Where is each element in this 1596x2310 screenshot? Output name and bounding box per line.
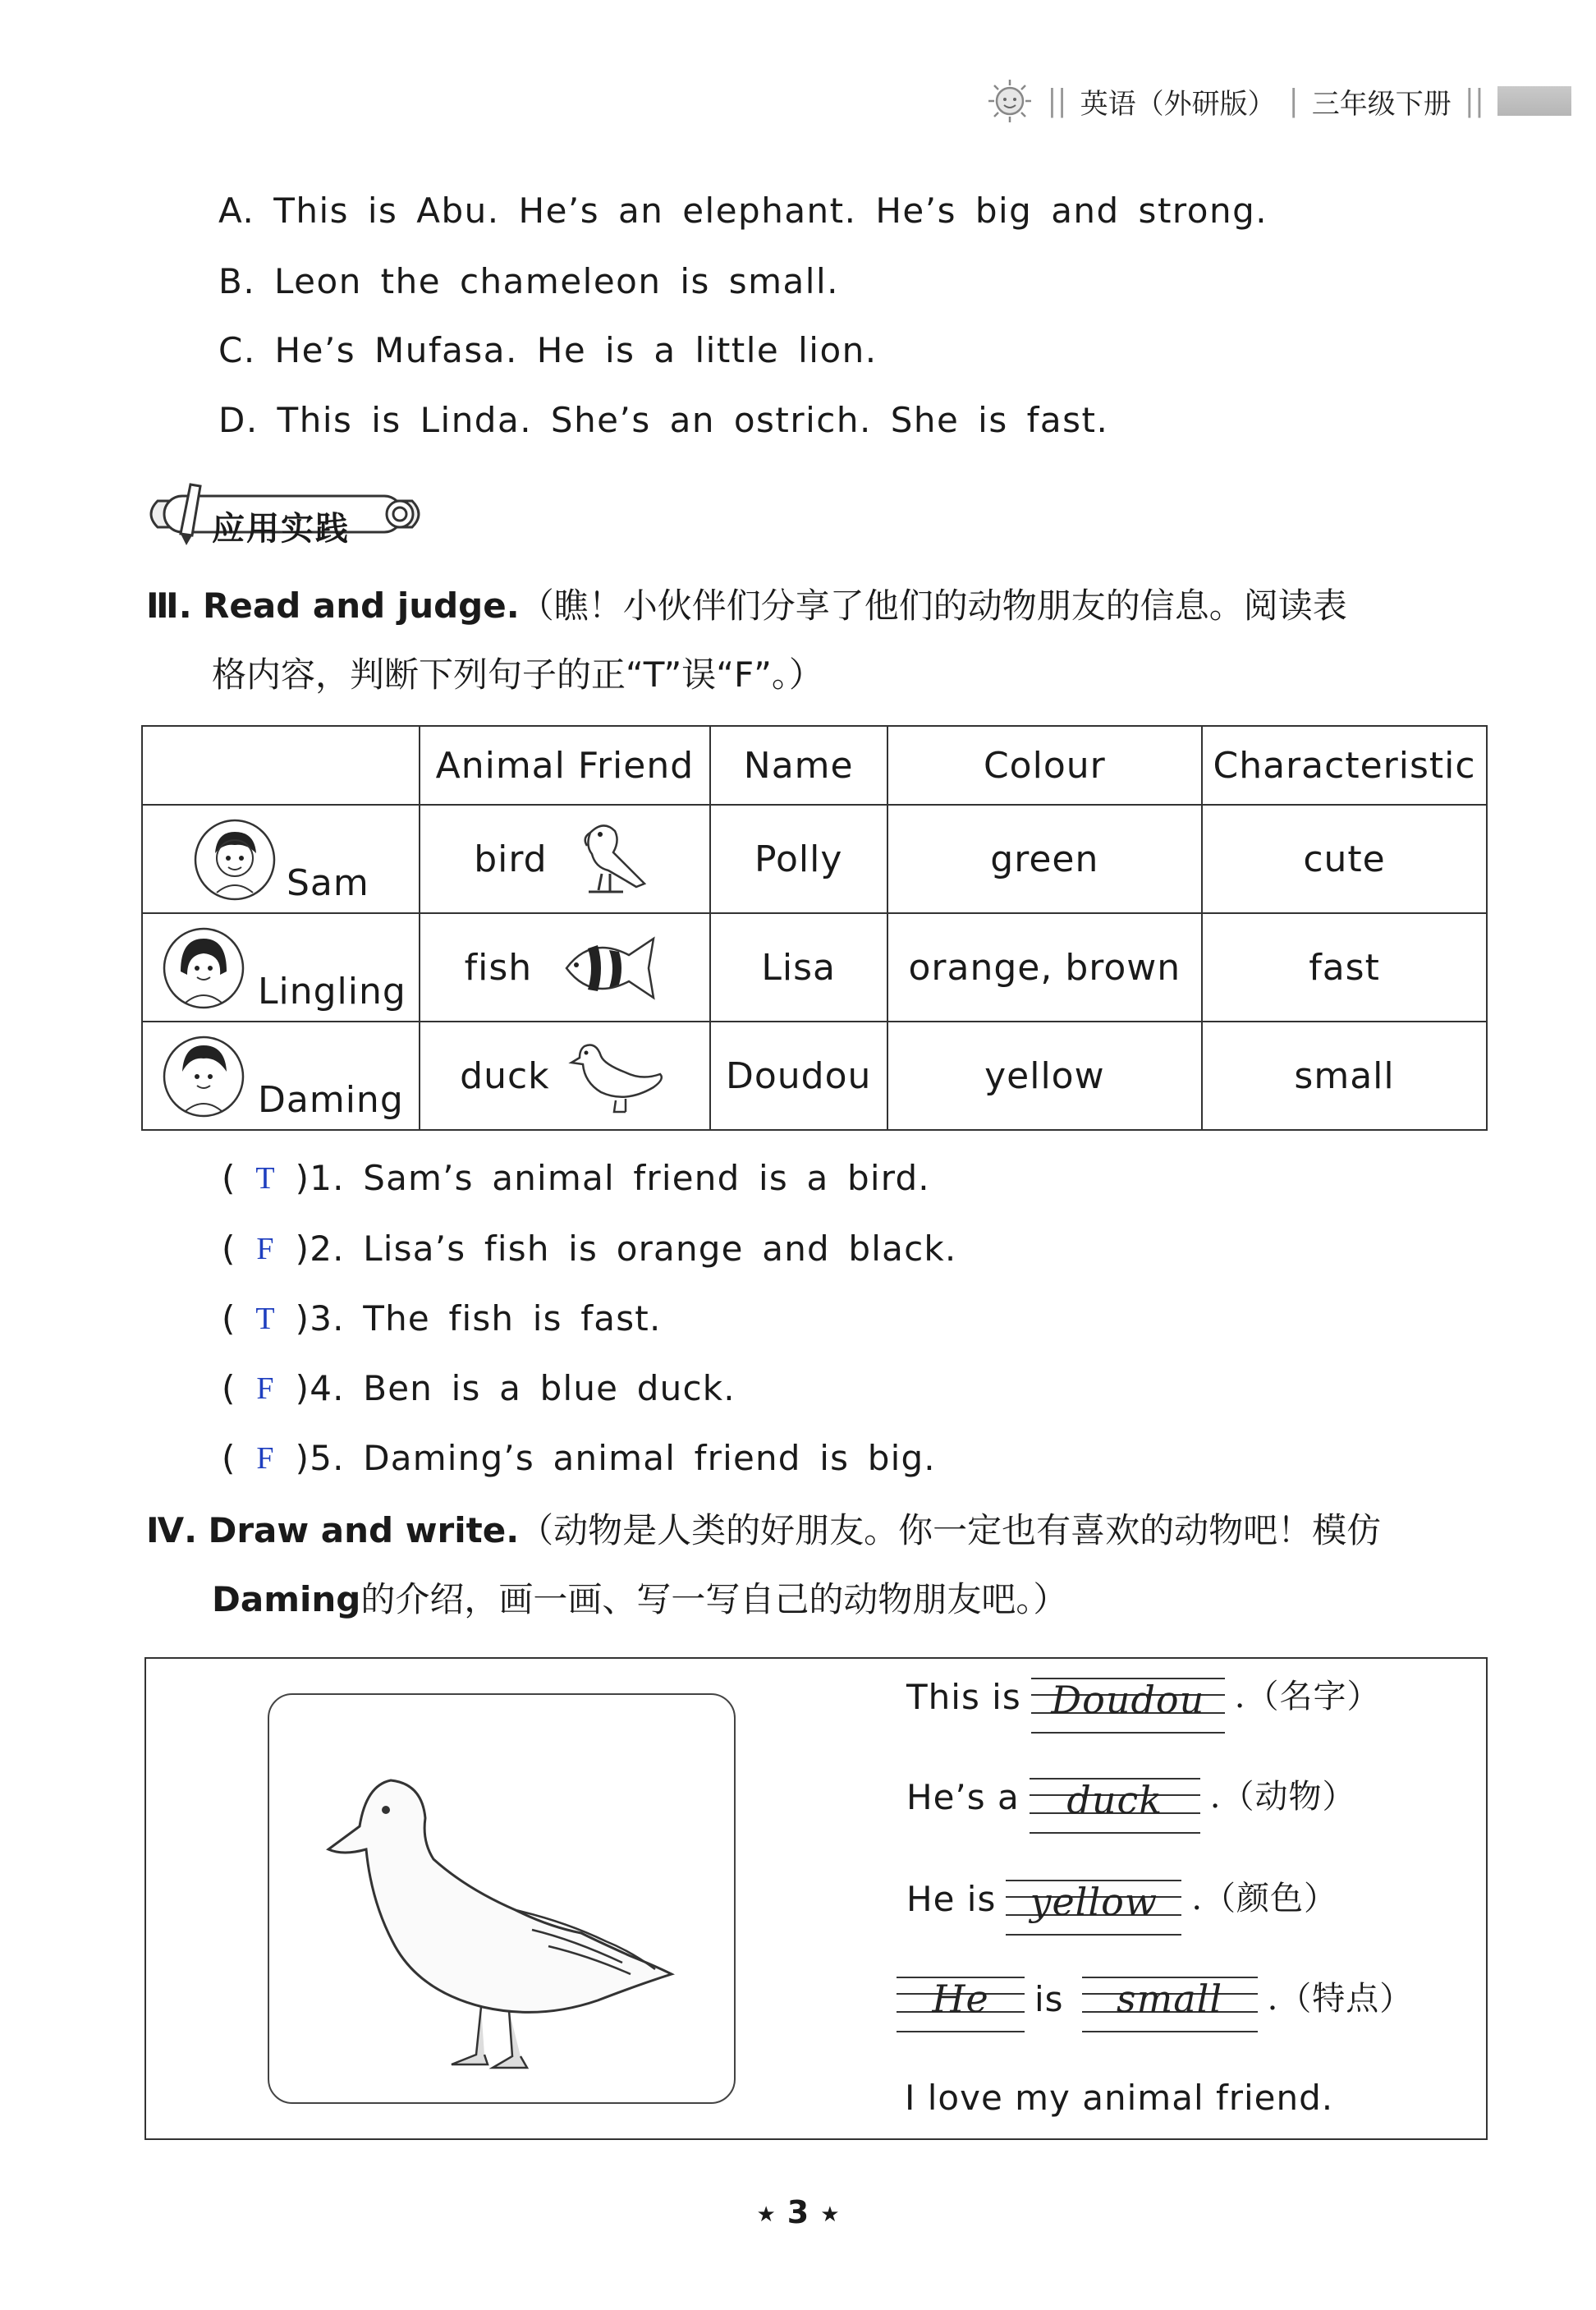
table-header-cell: Colour xyxy=(887,726,1202,805)
kid-cell xyxy=(142,1022,420,1130)
table-row xyxy=(142,1022,1487,1130)
animal-friend-table xyxy=(141,725,1488,1131)
parrot-icon xyxy=(566,816,656,902)
header-separator: | xyxy=(1288,84,1299,118)
colour-cell: yellow xyxy=(887,1022,1202,1130)
section-badge-label: 应用实践 xyxy=(212,510,350,548)
answer-blank[interactable]: T xyxy=(255,1301,276,1336)
write-hint: .（动物） xyxy=(1209,1778,1356,1816)
write-blank[interactable] xyxy=(1082,1973,1258,2034)
judge-item: ( F ) 2. Lisa’s fish is orange and black. xyxy=(222,1228,957,1269)
write-line-2 xyxy=(906,1770,1355,1835)
answer-blank[interactable]: F xyxy=(256,1371,275,1406)
table-header-row xyxy=(142,726,1487,805)
page-number xyxy=(0,2194,1596,2230)
q3-instruction-2: 格内容，判断下列句子的正“T”误“F”。） xyxy=(212,654,823,695)
q4-instruction-2: 的介绍，画一画、写一写自己的动物朋友吧。） xyxy=(360,1579,1068,1619)
fish-icon xyxy=(550,930,665,1004)
write-answer: duck xyxy=(1066,1778,1163,1822)
option-c: C. He’s Mufasa. He is a little lion. xyxy=(218,330,878,370)
judge-text: 1. Sam’s animal friend is a bird. xyxy=(310,1158,930,1198)
q4-heading: Draw and write. xyxy=(208,1510,520,1550)
table-row xyxy=(142,805,1487,913)
kid-name: Daming xyxy=(258,1079,404,1121)
colour-cell: green xyxy=(887,805,1202,913)
option-d: D. This is Linda. She’s an ostrich. She is fast. xyxy=(218,400,1109,440)
page-number-value: 3 xyxy=(787,2194,809,2230)
write-answer: yellow xyxy=(1030,1880,1158,1924)
animal-cell xyxy=(420,1022,710,1130)
write-blank[interactable] xyxy=(1006,1876,1181,1937)
header-separator: || xyxy=(1047,84,1067,118)
write-hint: .（特点） xyxy=(1267,1980,1414,2018)
header-grade: 三年级下册 xyxy=(1311,87,1452,121)
judge-text: 3. The fish is fast. xyxy=(310,1298,662,1339)
animal-cell xyxy=(420,913,710,1022)
sun-mascot-icon xyxy=(986,77,1034,125)
header-subject: 英语（外研版） xyxy=(1080,87,1276,121)
name-cell: Doudou xyxy=(710,1022,887,1130)
characteristic-cell: small xyxy=(1202,1022,1487,1130)
q4-number: Ⅳ. xyxy=(146,1510,198,1550)
boy-avatar-icon xyxy=(161,1034,246,1119)
animal-name: bird xyxy=(474,838,548,880)
animal-cell xyxy=(420,805,710,913)
write-hint: .（名字） xyxy=(1234,1678,1381,1715)
q4-instruction-1: （动物是人类的好朋友。你一定也有喜欢的动物吧！模仿 xyxy=(519,1510,1382,1550)
judge-text: 5. Daming’s animal friend is big. xyxy=(310,1438,936,1478)
q3-instruction-1: （瞧！小伙伴们分享了他们的动物朋友的信息。阅读表 xyxy=(519,586,1347,626)
write-line-5: I love my animal friend. xyxy=(905,2078,1334,2118)
write-blank[interactable] xyxy=(897,1973,1025,2034)
star-icon: ★ xyxy=(756,2202,776,2227)
write-mid: is xyxy=(1034,1979,1064,2019)
judge-item: ( F ) 4. Ben is a blue duck. xyxy=(222,1368,736,1408)
write-hint: .（颜色） xyxy=(1191,1880,1338,1917)
star-icon: ★ xyxy=(820,2202,840,2227)
write-answer: He xyxy=(932,1977,989,2021)
name-cell: Polly xyxy=(710,805,887,913)
kid-name: Lingling xyxy=(258,971,406,1013)
judge-text: 2. Lisa’s fish is orange and black. xyxy=(310,1228,957,1269)
header-separator: || xyxy=(1464,84,1484,118)
write-prefix: He’s a xyxy=(906,1777,1020,1817)
answer-blank[interactable]: T xyxy=(255,1160,276,1196)
table-header-cell: Name xyxy=(710,726,887,805)
q4-title xyxy=(146,1496,1501,1634)
animal-name: fish xyxy=(464,946,533,989)
table-row xyxy=(142,913,1487,1022)
q3-number: Ⅲ. xyxy=(146,586,192,626)
colour-cell: orange, brown xyxy=(887,913,1202,1022)
kid-cell xyxy=(142,805,420,913)
boy-avatar-icon xyxy=(192,817,277,902)
judge-item: ( T ) 1. Sam’s animal friend is a bird. xyxy=(222,1158,930,1198)
characteristic-cell: fast xyxy=(1202,913,1487,1022)
write-line-4 xyxy=(897,1972,1413,2034)
q3-title xyxy=(146,572,1501,710)
characteristic-cell: cute xyxy=(1202,805,1487,913)
write-answer: Doudou xyxy=(1051,1678,1205,1722)
write-answer: small xyxy=(1117,1977,1223,2021)
kid-name: Sam xyxy=(287,862,369,904)
duck-drawing-icon xyxy=(269,1695,737,2106)
write-prefix: He is xyxy=(906,1879,997,1919)
write-blank[interactable] xyxy=(1030,1775,1200,1835)
write-line-3 xyxy=(906,1872,1337,1937)
page-header xyxy=(986,72,1571,130)
judge-item: ( T ) 3. The fish is fast. xyxy=(222,1298,662,1339)
option-b: B. Leon the chameleon is small. xyxy=(218,261,839,301)
q4-instruction-bold: Daming xyxy=(212,1579,361,1619)
answer-blank[interactable]: F xyxy=(256,1440,275,1476)
header-grey-bar xyxy=(1497,86,1571,116)
option-a: A. This is Abu. He’s an elephant. He’s big and strong. xyxy=(218,191,1268,231)
write-line-1 xyxy=(906,1670,1380,1735)
duck-small-icon xyxy=(568,1033,670,1118)
table-header-cell: Animal Friend xyxy=(420,726,710,805)
write-prefix: This is xyxy=(906,1677,1021,1717)
table-header-cell: Characteristic xyxy=(1202,726,1487,805)
kid-cell xyxy=(142,913,420,1022)
answer-blank[interactable]: F xyxy=(256,1231,275,1266)
girl-avatar-icon xyxy=(161,925,246,1011)
judge-text: 4. Ben is a blue duck. xyxy=(310,1368,736,1408)
write-blank[interactable] xyxy=(1031,1674,1225,1735)
table-header-cell xyxy=(142,726,420,805)
judge-item: ( F ) 5. Daming’s animal friend is big. xyxy=(222,1438,936,1478)
name-cell: Lisa xyxy=(710,913,887,1022)
animal-name: duck xyxy=(460,1054,550,1097)
drawing-area[interactable] xyxy=(268,1693,736,2104)
q3-heading: Read and judge. xyxy=(203,586,520,626)
